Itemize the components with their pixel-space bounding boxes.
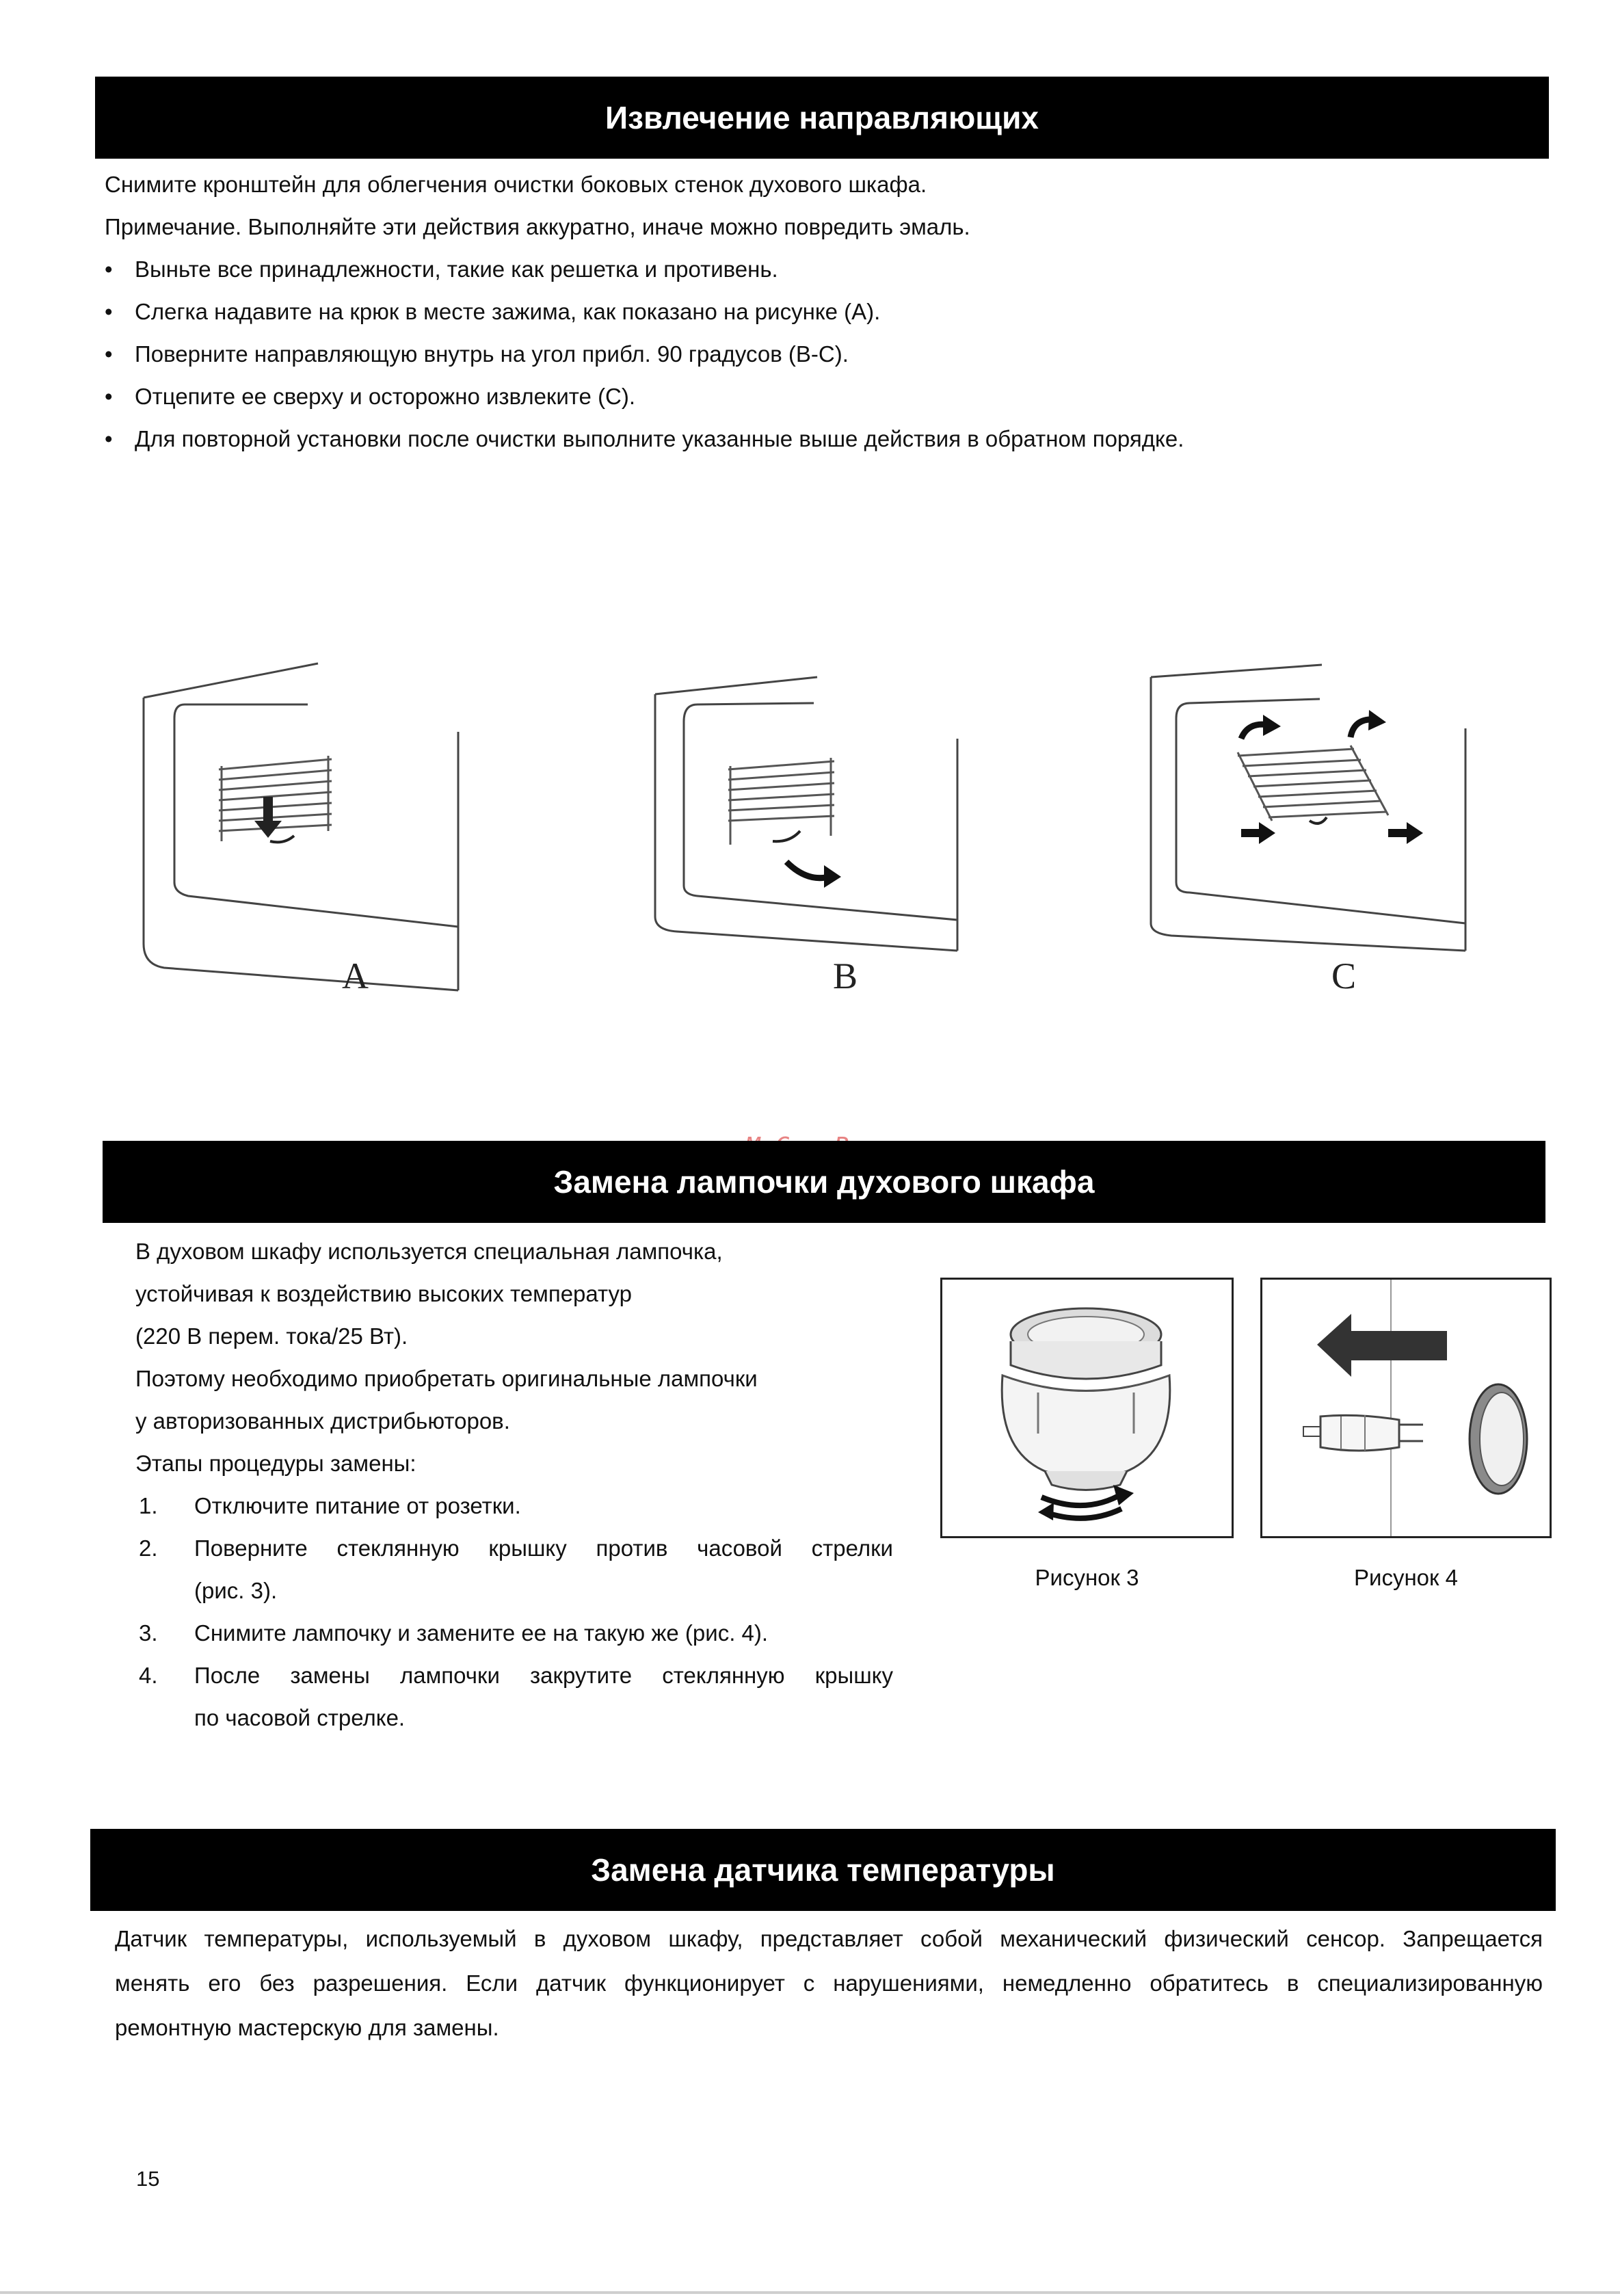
rail-figure-c (1145, 657, 1487, 999)
paragraph-line: Датчик температуры, используемый в духовом шкафу, представляет собой механический физический сенсор. Запрещается (115, 1926, 1543, 1951)
bulb-illustration (1262, 1280, 1550, 1536)
paragraph-line: ремонтную мастерскую для замены. (115, 2015, 499, 2040)
list-item: Поверните направляющую внутрь на угол прибл. 90 градусов (B-C). (135, 341, 849, 367)
figure-label-c: C (1331, 955, 1357, 997)
step-number: 4. (139, 1663, 158, 1688)
list-item: Слегка надавите на крюк в месте зажима, как показано на рисунке (A). (135, 299, 881, 324)
step-number: 2. (139, 1535, 158, 1561)
step-text: Отключите питание от розетки. (194, 1493, 521, 1518)
step-text: (рис. 3). (194, 1578, 278, 1603)
paragraph-line: (220 В перем. тока/25 Вт). (135, 1323, 408, 1349)
bullet-marker: • (105, 256, 113, 282)
figure-3-frame (940, 1278, 1234, 1538)
step-number: 1. (139, 1493, 158, 1518)
page-number: 15 (136, 2167, 160, 2191)
rail-figure-a (137, 657, 479, 999)
figure-4-caption: Рисунок 4 (1354, 1565, 1458, 1590)
bullet-marker: • (105, 299, 113, 324)
bullet-marker: • (105, 341, 113, 367)
bullet-marker: • (105, 384, 113, 409)
note-text: Примечание. Выполняйте эти действия аккуратно, иначе можно повредить эмаль. (105, 214, 970, 239)
lamp-cover-illustration (942, 1280, 1232, 1536)
figure-3-caption: Рисунок 3 (1035, 1565, 1139, 1590)
section-title-text: Извлечение направляющих (605, 100, 1039, 135)
paragraph-line: Этапы процедуры замены: (135, 1451, 416, 1476)
step-text: После замены лампочки закрутите стеклянную крышку (194, 1663, 893, 1688)
paragraph-line: В духовом шкафу используется специальная лампочка, (135, 1239, 723, 1264)
section-title-sensor (90, 1829, 1556, 1911)
list-item: Отцепите ее сверху и осторожно извлеките (C). (135, 384, 636, 409)
paragraph-line: Поэтому необходимо приобретать оригинальные лампочки (135, 1366, 758, 1391)
intro-text: Снимите кронштейн для облегчения очистки боковых стенок духового шкафа. (105, 172, 927, 197)
step-text: по часовой стрелке. (194, 1705, 406, 1730)
rail-figure-b (650, 657, 992, 999)
paragraph-line: менять его без разрешения. Если датчик функционирует с нарушениями, немедленно обратитесь в специализированную (115, 1970, 1543, 1996)
paragraph-line: устойчивая к воздействию высоких температур (135, 1281, 632, 1306)
section-title-rails (95, 77, 1549, 159)
step-number: 3. (139, 1620, 158, 1646)
figure-4-frame (1260, 1278, 1552, 1538)
page-bottom-rule (0, 2291, 1620, 2294)
section-title-text: Замена лампочки духового шкафа (553, 1164, 1095, 1200)
step-text: Поверните стеклянную крышку против часовой стрелки (194, 1535, 893, 1561)
bullet-marker: • (105, 426, 113, 451)
section-title-text: Замена датчика температуры (591, 1852, 1055, 1888)
paragraph-line: у авторизованных дистрибьюторов. (135, 1408, 510, 1434)
step-text: Снимите лампочку и замените ее на такую же (рис. 4). (194, 1620, 769, 1646)
section-title-lamp (103, 1141, 1545, 1223)
figure-label-b: B (833, 955, 858, 997)
list-item: Для повторной установки после очистки выполните указанные выше действия в обратном порядке. (135, 426, 1184, 451)
list-item: Выньте все принадлежности, такие как решетка и противень. (135, 256, 778, 282)
figure-label-a: A (342, 955, 369, 997)
